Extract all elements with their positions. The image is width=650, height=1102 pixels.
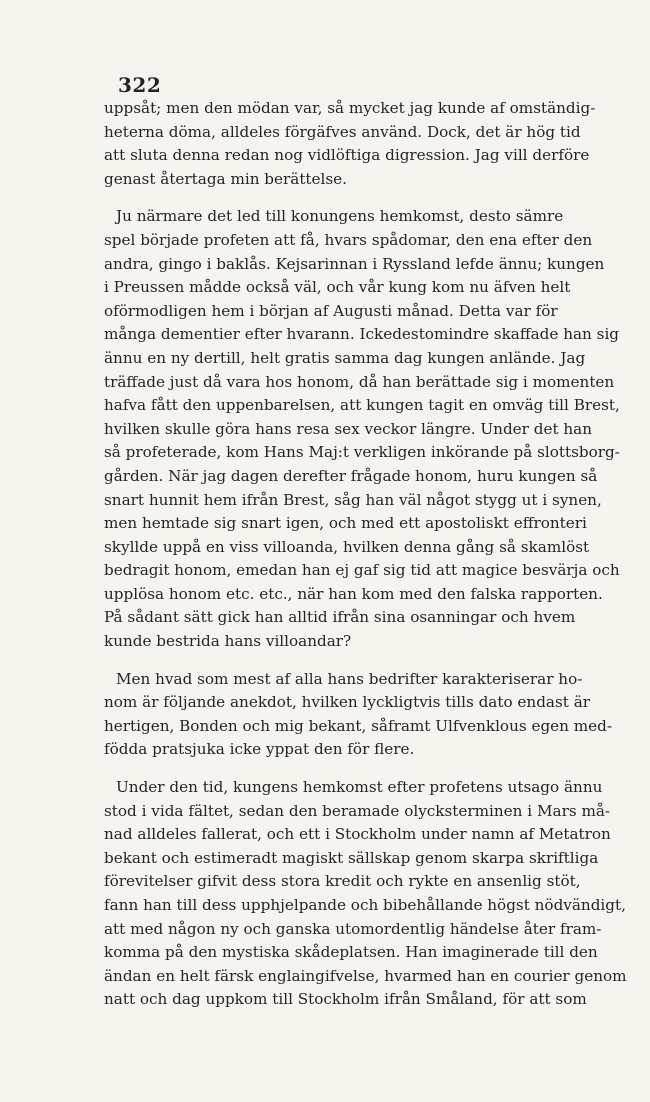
text-line: komma på den mystiska skådeplatsen. Han imaginerade till den <box>104 943 598 962</box>
text-line: hertigen, Bonden och mig bekant, såframt Ulfvenklous egen med- <box>104 716 613 735</box>
text-line: gården. När jag dagen derefter frågade honom, huru kungen så <box>104 466 598 485</box>
text-line: ännu en ny dertill, helt gratis samma dag kungen anlände. Jag <box>104 348 586 367</box>
text-line: genast återtaga min berättelse. <box>104 169 347 188</box>
text-line: skyllde uppå en viss villoanda, hvilken denna gång så skamlöst <box>104 537 590 556</box>
body-text <box>104 97 627 1012</box>
paragraph-gap <box>104 191 550 205</box>
text-line: hvilken skulle göra hans resa sex veckor längre. Under det han <box>104 419 592 438</box>
text-line: heterna döma, alldeles förgäfves använd. Dock, det är hög tid <box>104 122 581 141</box>
text-line: Under den tid, kungens hemkomst efter profetens utsago ännu <box>116 778 603 797</box>
paragraph <box>104 97 596 191</box>
text-line: fann han till dess upphjelpande och bibehållande högst nödvändigt, <box>104 896 626 914</box>
text-line: träffade just då vara hos honom, då han berättade sig i momenten <box>104 372 615 391</box>
text-line: stod i vida fältet, sedan den beramade olycksterminen i Mars må- <box>104 801 611 820</box>
text-line: hafva fått den uppenbarelsen, att kungen tagit en omväg till Brest, <box>104 396 620 415</box>
text-line: men hemtade sig snart igen, och med ett apostoliskt effronteri <box>104 514 587 533</box>
text-line: andra, gingo i baklås. Kejsarinnan i Ryssland lefde ännu; kungen <box>104 254 605 273</box>
paragraph <box>104 205 620 653</box>
text-line: ändan en helt färsk englaingifvelse, hvarmed han en courier genom <box>104 966 627 985</box>
text-line: bekant och estimeradt magiskt sällskap genom skarpa skriftliga <box>104 848 599 867</box>
text-line: natt och dag uppkom till Stockholm ifrån Småland, för att som <box>104 990 587 1009</box>
text-line: Ju närmare det led till konungens hemkomst, desto sämre <box>116 207 564 226</box>
text-line: förevitelser gifvit dess stora kredit och rykte en ansenlig stöt, <box>104 872 581 891</box>
text-line: Men hvad som mest af alla hans bedrifter karakteriserar ho- <box>116 669 583 688</box>
page-number: 322 <box>118 73 162 97</box>
text-line: På sådant sätt gick han alltid ifrån sina osanningar och hvem <box>104 608 576 627</box>
text-line: födda pratsjuka icke yppat den för flere. <box>104 740 415 759</box>
paragraph <box>104 776 627 1012</box>
text-line: uppsåt; men den mödan var, så mycket jag kunde af omständig- <box>104 99 596 117</box>
text-line: att sluta denna redan nog vidlöftiga digression. Jag vill derföre <box>104 146 590 165</box>
paragraph-container <box>104 97 627 1012</box>
paragraph-gap <box>104 762 550 776</box>
text-line: upplösa honom etc. etc., när han kom med den falska rapporten. <box>104 584 603 603</box>
text-line: så profeterade, kom Hans Maj:t verkligen inkörande på slottsborg- <box>104 443 620 462</box>
text-line: nad alldeles fallerat, och ett i Stockholm under namn af Metatron <box>104 825 611 844</box>
text-line: spel började profeten att få, hvars spådomar, den ena efter den <box>104 230 593 249</box>
text-line: snart hunnit hem ifrån Brest, såg han väl något stygg ut i synen, <box>104 490 602 509</box>
paragraph <box>104 668 613 762</box>
text-line: bedragit honom, emedan han ej gaf sig tid att magice besvärja och <box>104 561 620 580</box>
text-line: oförmodligen hem i början af Augusti månad. Detta var för <box>104 301 558 320</box>
text-line: nom är följande anekdot, hvilken lyckligtvis tills dato endast är <box>104 693 591 712</box>
paragraph-gap <box>104 654 550 668</box>
text-line: i Preussen mådde också väl, och vår kung kom nu äfven helt <box>104 278 571 297</box>
text-line: att med någon ny och ganska utomordentlig händelse åter fram- <box>104 919 602 938</box>
text-line: kunde bestrida hans villoandar? <box>104 632 352 651</box>
text-line: många dementier efter hvarann. Ickedestomindre skaffade han sig <box>104 325 620 344</box>
